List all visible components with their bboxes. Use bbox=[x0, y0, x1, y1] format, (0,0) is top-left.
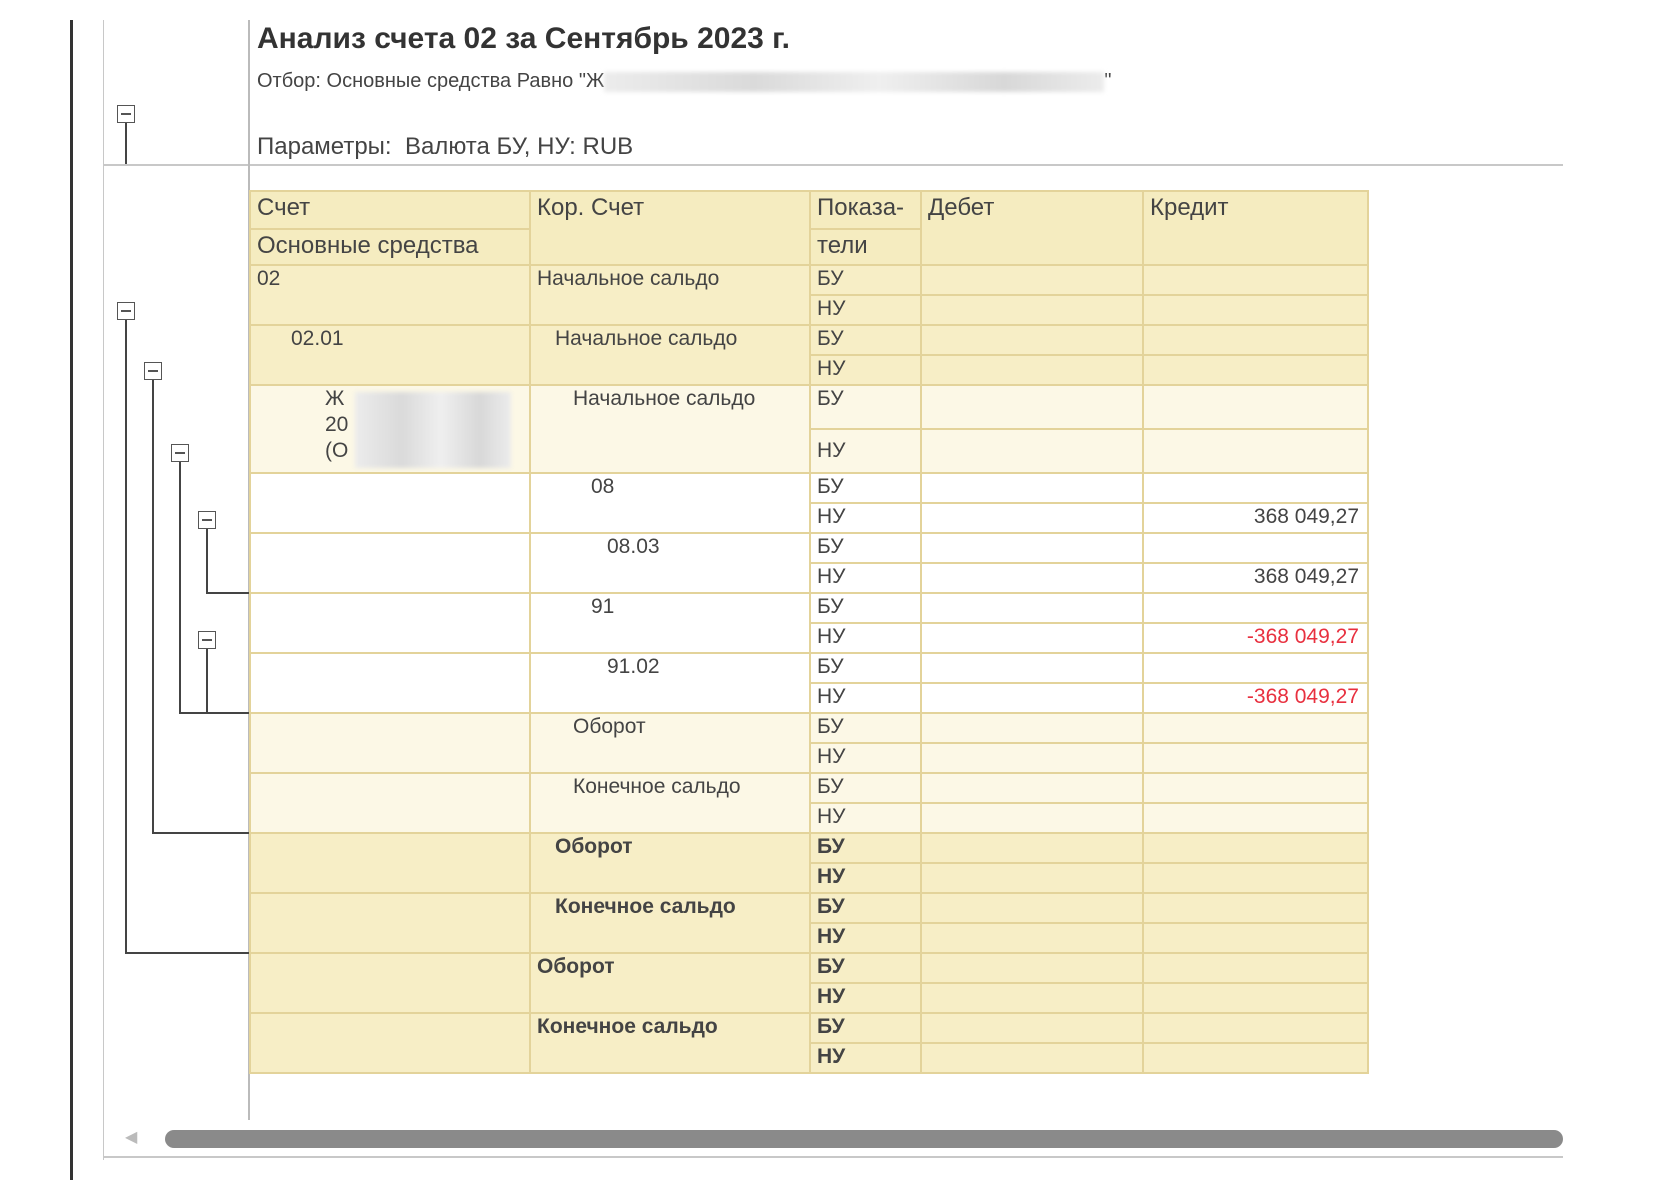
cell-account bbox=[250, 953, 530, 1013]
cell-debit bbox=[921, 713, 1143, 743]
cell-debit bbox=[921, 623, 1143, 653]
cell-debit bbox=[921, 355, 1143, 385]
cell-credit bbox=[1143, 295, 1368, 325]
collapse-asset-group-icon[interactable] bbox=[171, 444, 189, 462]
collapse-header-group-icon[interactable] bbox=[117, 105, 135, 123]
cell-debit bbox=[921, 863, 1143, 893]
tree-line bbox=[179, 712, 249, 714]
cell-credit bbox=[1143, 953, 1368, 983]
cell-ind: БУ bbox=[810, 385, 921, 429]
cell-ind: БУ bbox=[810, 593, 921, 623]
cell-account: 02 bbox=[250, 265, 530, 325]
tree-line bbox=[125, 320, 127, 954]
cell-debit bbox=[921, 265, 1143, 295]
parameters-label: Параметры: bbox=[257, 133, 392, 160]
cell-ind: НУ bbox=[810, 429, 921, 473]
header-divider bbox=[103, 164, 1563, 166]
triangle-left-icon[interactable]: ◀ bbox=[125, 1129, 138, 1146]
cell-credit bbox=[1143, 923, 1368, 953]
cell-ind: БУ bbox=[810, 473, 921, 503]
cell-debit bbox=[921, 743, 1143, 773]
cell-ind: БУ bbox=[810, 653, 921, 683]
cell-credit bbox=[1143, 593, 1368, 623]
cell-ind: НУ bbox=[810, 803, 921, 833]
window-left-border bbox=[70, 20, 73, 1180]
asset-name-line-3: (О bbox=[325, 439, 349, 462]
cell-credit: 368 049,27 bbox=[1143, 503, 1368, 533]
cell-corr: 91.02 bbox=[530, 653, 810, 713]
cell-ind: НУ bbox=[810, 743, 921, 773]
cell-credit bbox=[1143, 325, 1368, 355]
cell-ind: БУ bbox=[810, 265, 921, 295]
cell-corr: Начальное сальдо bbox=[530, 385, 810, 473]
cell-debit bbox=[921, 983, 1143, 1013]
tree-line bbox=[152, 832, 249, 834]
cell-corr: Оборот bbox=[530, 953, 810, 1013]
filter-text: Отбор: Основные средства Равно "Ж bbox=[257, 70, 605, 92]
table-row bbox=[250, 1013, 1368, 1043]
header-indicators-2: тели bbox=[810, 229, 921, 265]
cell-debit bbox=[921, 1013, 1143, 1043]
cell-credit bbox=[1143, 773, 1368, 803]
report-table bbox=[249, 190, 1369, 1074]
tree-line bbox=[125, 952, 249, 954]
parameters-value: Валюта БУ, НУ: RUB bbox=[404, 133, 634, 160]
table-row bbox=[250, 265, 1368, 295]
cell-corr: 08.03 bbox=[530, 533, 810, 593]
header-debit: Дебет bbox=[921, 191, 1143, 265]
cell-credit bbox=[1143, 355, 1368, 385]
cell-credit-negative: -368 049,27 bbox=[1143, 623, 1368, 653]
cell-corr: Конечное сальдо bbox=[530, 773, 810, 833]
tree-line bbox=[206, 592, 249, 594]
table-row bbox=[250, 385, 1368, 429]
collapse-account-02-icon[interactable] bbox=[117, 302, 135, 320]
cell-account bbox=[250, 653, 530, 713]
header-indicators-1: Показа- bbox=[810, 191, 921, 229]
cell-debit bbox=[921, 893, 1143, 923]
cell-account bbox=[250, 1013, 530, 1073]
table-row bbox=[250, 533, 1368, 563]
cell-corr: 91 bbox=[530, 593, 810, 653]
table-row bbox=[250, 713, 1368, 743]
tree-line bbox=[152, 380, 154, 834]
cell-credit-negative: -368 049,27 bbox=[1143, 683, 1368, 713]
cell-debit bbox=[921, 1043, 1143, 1073]
cell-ind: НУ bbox=[810, 563, 921, 593]
cell-credit: 368 049,27 bbox=[1143, 563, 1368, 593]
cell-credit bbox=[1143, 265, 1368, 295]
collapse-corr-91-icon[interactable] bbox=[198, 631, 216, 649]
cell-account bbox=[250, 893, 530, 953]
cell-debit bbox=[921, 593, 1143, 623]
table-row bbox=[250, 953, 1368, 983]
cell-ind: БУ bbox=[810, 953, 921, 983]
cell-credit bbox=[1143, 429, 1368, 473]
cell-ind: НУ bbox=[810, 355, 921, 385]
cell-debit bbox=[921, 683, 1143, 713]
header-credit: Кредит bbox=[1143, 191, 1368, 265]
cell-debit bbox=[921, 503, 1143, 533]
collapse-account-0201-icon[interactable] bbox=[144, 362, 162, 380]
cell-ind: БУ bbox=[810, 893, 921, 923]
asset-name-line-1: Ж bbox=[325, 387, 345, 410]
cell-debit bbox=[921, 429, 1143, 473]
header-account-sub: Основные средства bbox=[250, 229, 530, 265]
report-panel-left-edge bbox=[103, 20, 104, 1160]
cell-ind: БУ bbox=[810, 533, 921, 563]
cell-account bbox=[250, 713, 530, 773]
cell-ind: БУ bbox=[810, 713, 921, 743]
report-title: Анализ счета 02 за Сентябрь 2023 г. bbox=[257, 22, 790, 55]
table-row bbox=[250, 473, 1368, 503]
table-row bbox=[250, 893, 1368, 923]
cell-ind: НУ bbox=[810, 983, 921, 1013]
filter-suffix: " bbox=[1104, 70, 1112, 92]
cell-corr: Оборот bbox=[530, 833, 810, 893]
cell-ind: БУ bbox=[810, 773, 921, 803]
cell-credit bbox=[1143, 743, 1368, 773]
report-filter bbox=[257, 70, 1112, 93]
cell-corr: 08 bbox=[530, 473, 810, 533]
cell-corr: Оборот bbox=[530, 713, 810, 773]
cell-credit bbox=[1143, 1013, 1368, 1043]
cell-debit bbox=[921, 325, 1143, 355]
cell-ind: БУ bbox=[810, 325, 921, 355]
header-corr-account: Кор. Счет bbox=[530, 191, 810, 265]
cell-account bbox=[250, 473, 530, 533]
cell-debit bbox=[921, 833, 1143, 863]
cell-ind: НУ bbox=[810, 503, 921, 533]
cell-credit bbox=[1143, 653, 1368, 683]
cell-corr: Начальное сальдо bbox=[530, 325, 810, 385]
cell-credit bbox=[1143, 385, 1368, 429]
cell-account-asset bbox=[250, 385, 530, 473]
table-row bbox=[250, 653, 1368, 683]
tree-line bbox=[125, 123, 127, 164]
cell-account bbox=[250, 833, 530, 893]
tree-line bbox=[206, 529, 208, 594]
cell-debit bbox=[921, 653, 1143, 683]
cell-credit bbox=[1143, 863, 1368, 893]
cell-ind: НУ bbox=[810, 1043, 921, 1073]
cell-ind: БУ bbox=[810, 833, 921, 863]
cell-corr: Конечное сальдо bbox=[530, 1013, 810, 1073]
cell-ind: НУ bbox=[810, 923, 921, 953]
cell-debit bbox=[921, 953, 1143, 983]
cell-debit bbox=[921, 473, 1143, 503]
table-row bbox=[250, 773, 1368, 803]
cell-debit bbox=[921, 803, 1143, 833]
redacted-asset-name bbox=[355, 392, 511, 468]
cell-credit bbox=[1143, 983, 1368, 1013]
cell-ind: НУ bbox=[810, 295, 921, 325]
table-row bbox=[250, 833, 1368, 863]
report-parameters bbox=[257, 133, 633, 161]
collapse-corr-08-icon[interactable] bbox=[198, 511, 216, 529]
cell-credit bbox=[1143, 713, 1368, 743]
cell-credit bbox=[1143, 473, 1368, 503]
cell-ind: НУ bbox=[810, 683, 921, 713]
cell-credit bbox=[1143, 1043, 1368, 1073]
tree-line bbox=[206, 649, 208, 714]
cell-credit bbox=[1143, 803, 1368, 833]
cell-credit bbox=[1143, 833, 1368, 863]
header-account: Счет bbox=[250, 191, 530, 229]
cell-ind: НУ bbox=[810, 623, 921, 653]
cell-account bbox=[250, 773, 530, 833]
cell-account: 02.01 bbox=[250, 325, 530, 385]
cell-debit bbox=[921, 923, 1143, 953]
cell-debit bbox=[921, 773, 1143, 803]
cell-ind: БУ bbox=[810, 1013, 921, 1043]
cell-account bbox=[250, 533, 530, 593]
cell-ind: НУ bbox=[810, 863, 921, 893]
tree-line bbox=[179, 462, 181, 714]
scrollbar-thumb[interactable] bbox=[165, 1130, 1563, 1148]
redacted-filter-value bbox=[604, 72, 1104, 92]
cell-debit bbox=[921, 533, 1143, 563]
cell-debit bbox=[921, 385, 1143, 429]
cell-corr: Конечное сальдо bbox=[530, 893, 810, 953]
cell-credit bbox=[1143, 533, 1368, 563]
table-row bbox=[250, 593, 1368, 623]
cell-account bbox=[250, 593, 530, 653]
report-panel-bottom-edge bbox=[103, 1156, 1563, 1158]
cell-credit bbox=[1143, 893, 1368, 923]
cell-debit bbox=[921, 295, 1143, 325]
cell-corr: Начальное сальдо bbox=[530, 265, 810, 325]
asset-name-line-2: 20 bbox=[325, 413, 349, 436]
table-row bbox=[250, 325, 1368, 355]
cell-debit bbox=[921, 563, 1143, 593]
